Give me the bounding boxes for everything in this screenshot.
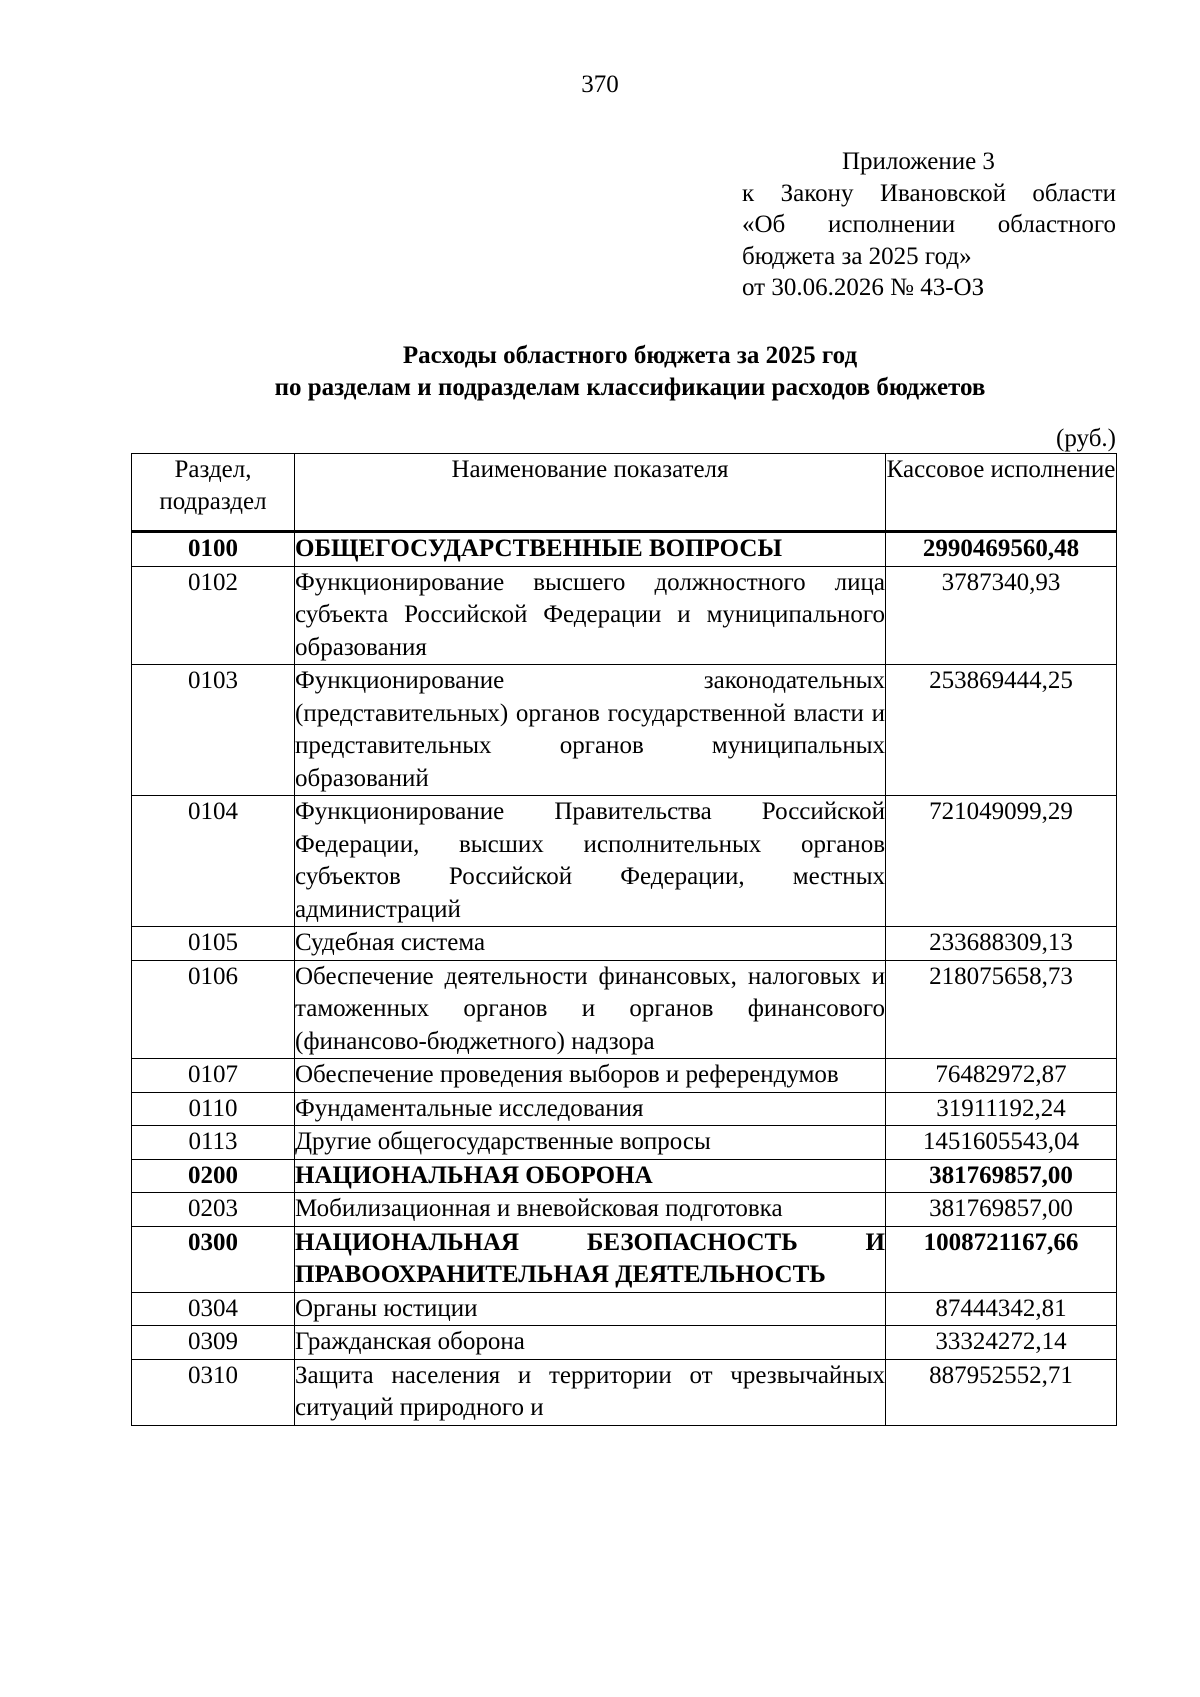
row-code: 0200 bbox=[132, 1159, 295, 1193]
appendix-line: к Закону Ивановской области bbox=[742, 179, 1116, 207]
row-value: 253869444,25 bbox=[886, 665, 1117, 796]
row-name: Мобилизационная и вневойсковая подготовка bbox=[295, 1193, 886, 1227]
row-name: Защита населения и территории от чрезвычайных ситуаций природного и bbox=[295, 1359, 886, 1425]
row-code: 0310 bbox=[132, 1359, 295, 1425]
row-name: НАЦИОНАЛЬНАЯ БЕЗОПАСНОСТЬ И ПРАВООХРАНИТЕЛЬНАЯ ДЕЯТЕЛЬНОСТЬ bbox=[295, 1226, 886, 1292]
row-value: 3787340,93 bbox=[886, 566, 1117, 665]
appendix-line: «Об исполнении областного bbox=[742, 211, 1116, 238]
row-name: Судебная система bbox=[295, 927, 886, 961]
table-row bbox=[132, 927, 1117, 961]
row-value: 381769857,00 bbox=[886, 1159, 1117, 1193]
appendix-line: Приложение 3 bbox=[842, 148, 995, 175]
row-name: Функционирование законодательных (представительных) органов государственной власти и представительных органов муниципальных образований bbox=[295, 665, 886, 796]
header-code: Раздел, подраздел bbox=[132, 454, 295, 532]
appendix-block bbox=[742, 146, 1116, 304]
units-label: (руб.) bbox=[1056, 425, 1116, 452]
row-code: 0102 bbox=[132, 566, 295, 665]
table-row bbox=[132, 1292, 1117, 1326]
row-name: Органы юстиции bbox=[295, 1292, 886, 1326]
row-code: 0309 bbox=[132, 1326, 295, 1360]
row-code: 0203 bbox=[132, 1193, 295, 1227]
row-name: Другие общегосударственные вопросы bbox=[295, 1126, 886, 1160]
table-row bbox=[132, 1126, 1117, 1160]
title-line-1: Расходы областного бюджета за 2025 год bbox=[402, 342, 858, 369]
row-code: 0100 bbox=[132, 532, 295, 567]
row-code: 0106 bbox=[132, 960, 295, 1059]
row-value: 218075658,73 bbox=[886, 960, 1117, 1059]
row-value: 1008721167,66 bbox=[886, 1226, 1117, 1292]
row-value: 31911192,24 bbox=[886, 1092, 1117, 1126]
row-code: 0107 bbox=[132, 1059, 295, 1093]
row-name: ОБЩЕГОСУДАРСТВЕННЫЕ ВОПРОСЫ bbox=[295, 532, 886, 567]
table-row bbox=[132, 1159, 1117, 1193]
row-name: Обеспечение проведения выборов и референдумов bbox=[295, 1059, 886, 1093]
row-value: 33324272,14 bbox=[886, 1326, 1117, 1360]
table-row bbox=[132, 1193, 1117, 1227]
row-name: НАЦИОНАЛЬНАЯ ОБОРОНА bbox=[295, 1159, 886, 1193]
row-name: Фундаментальные исследования bbox=[295, 1092, 886, 1126]
table-row bbox=[132, 1092, 1117, 1126]
row-code: 0113 bbox=[132, 1126, 295, 1160]
row-code: 0300 bbox=[132, 1226, 295, 1292]
table-row bbox=[132, 1059, 1117, 1093]
document-title bbox=[0, 340, 1200, 404]
table-row bbox=[132, 1359, 1117, 1425]
table-body bbox=[132, 532, 1117, 1426]
table-row bbox=[132, 796, 1117, 927]
row-code: 0304 bbox=[132, 1292, 295, 1326]
row-value: 721049099,29 bbox=[886, 796, 1117, 927]
header-name: Наименование показателя bbox=[295, 454, 886, 532]
table-row bbox=[132, 665, 1117, 796]
table-row bbox=[132, 960, 1117, 1059]
row-code: 0110 bbox=[132, 1092, 295, 1126]
header-value: Кассовое исполнение bbox=[886, 454, 1117, 532]
row-name: Обеспечение деятельности финансовых, налоговых и таможенных органов и органов финансового (финансово-бюджетного) надзора bbox=[295, 960, 886, 1059]
title-line-2: по разделам и подразделам классификации расходов бюджетов bbox=[274, 374, 986, 401]
row-code: 0105 bbox=[132, 927, 295, 961]
table-row bbox=[132, 532, 1117, 567]
appendix-line: от 30.06.2026 № 43-ОЗ bbox=[742, 274, 985, 301]
row-value: 1451605543,04 bbox=[886, 1126, 1117, 1160]
row-name: Функционирование высшего должностного лица субъекта Российской Федерации и муниципального образования bbox=[295, 566, 886, 665]
row-value: 381769857,00 bbox=[886, 1193, 1117, 1227]
row-code: 0104 bbox=[132, 796, 295, 927]
table-row bbox=[132, 1226, 1117, 1292]
row-value: 233688309,13 bbox=[886, 927, 1117, 961]
table-header-row bbox=[132, 454, 1117, 532]
page-number: 370 bbox=[581, 71, 619, 98]
row-name: Гражданская оборона bbox=[295, 1326, 886, 1360]
table-row bbox=[132, 1326, 1117, 1360]
row-code: 0103 bbox=[132, 665, 295, 796]
row-value: 2990469560,48 bbox=[886, 532, 1117, 567]
row-value: 76482972,87 bbox=[886, 1059, 1117, 1093]
appendix-line: бюджета за 2025 год» bbox=[742, 242, 972, 270]
row-value: 87444342,81 bbox=[886, 1292, 1117, 1326]
row-value: 887952552,71 bbox=[886, 1359, 1117, 1425]
row-name: Функционирование Правительства Российской Федерации, высших исполнительных органов субъектов Российской Федерации, местных администраций bbox=[295, 796, 886, 927]
table-row bbox=[132, 566, 1117, 665]
budget-table bbox=[131, 453, 1117, 1426]
